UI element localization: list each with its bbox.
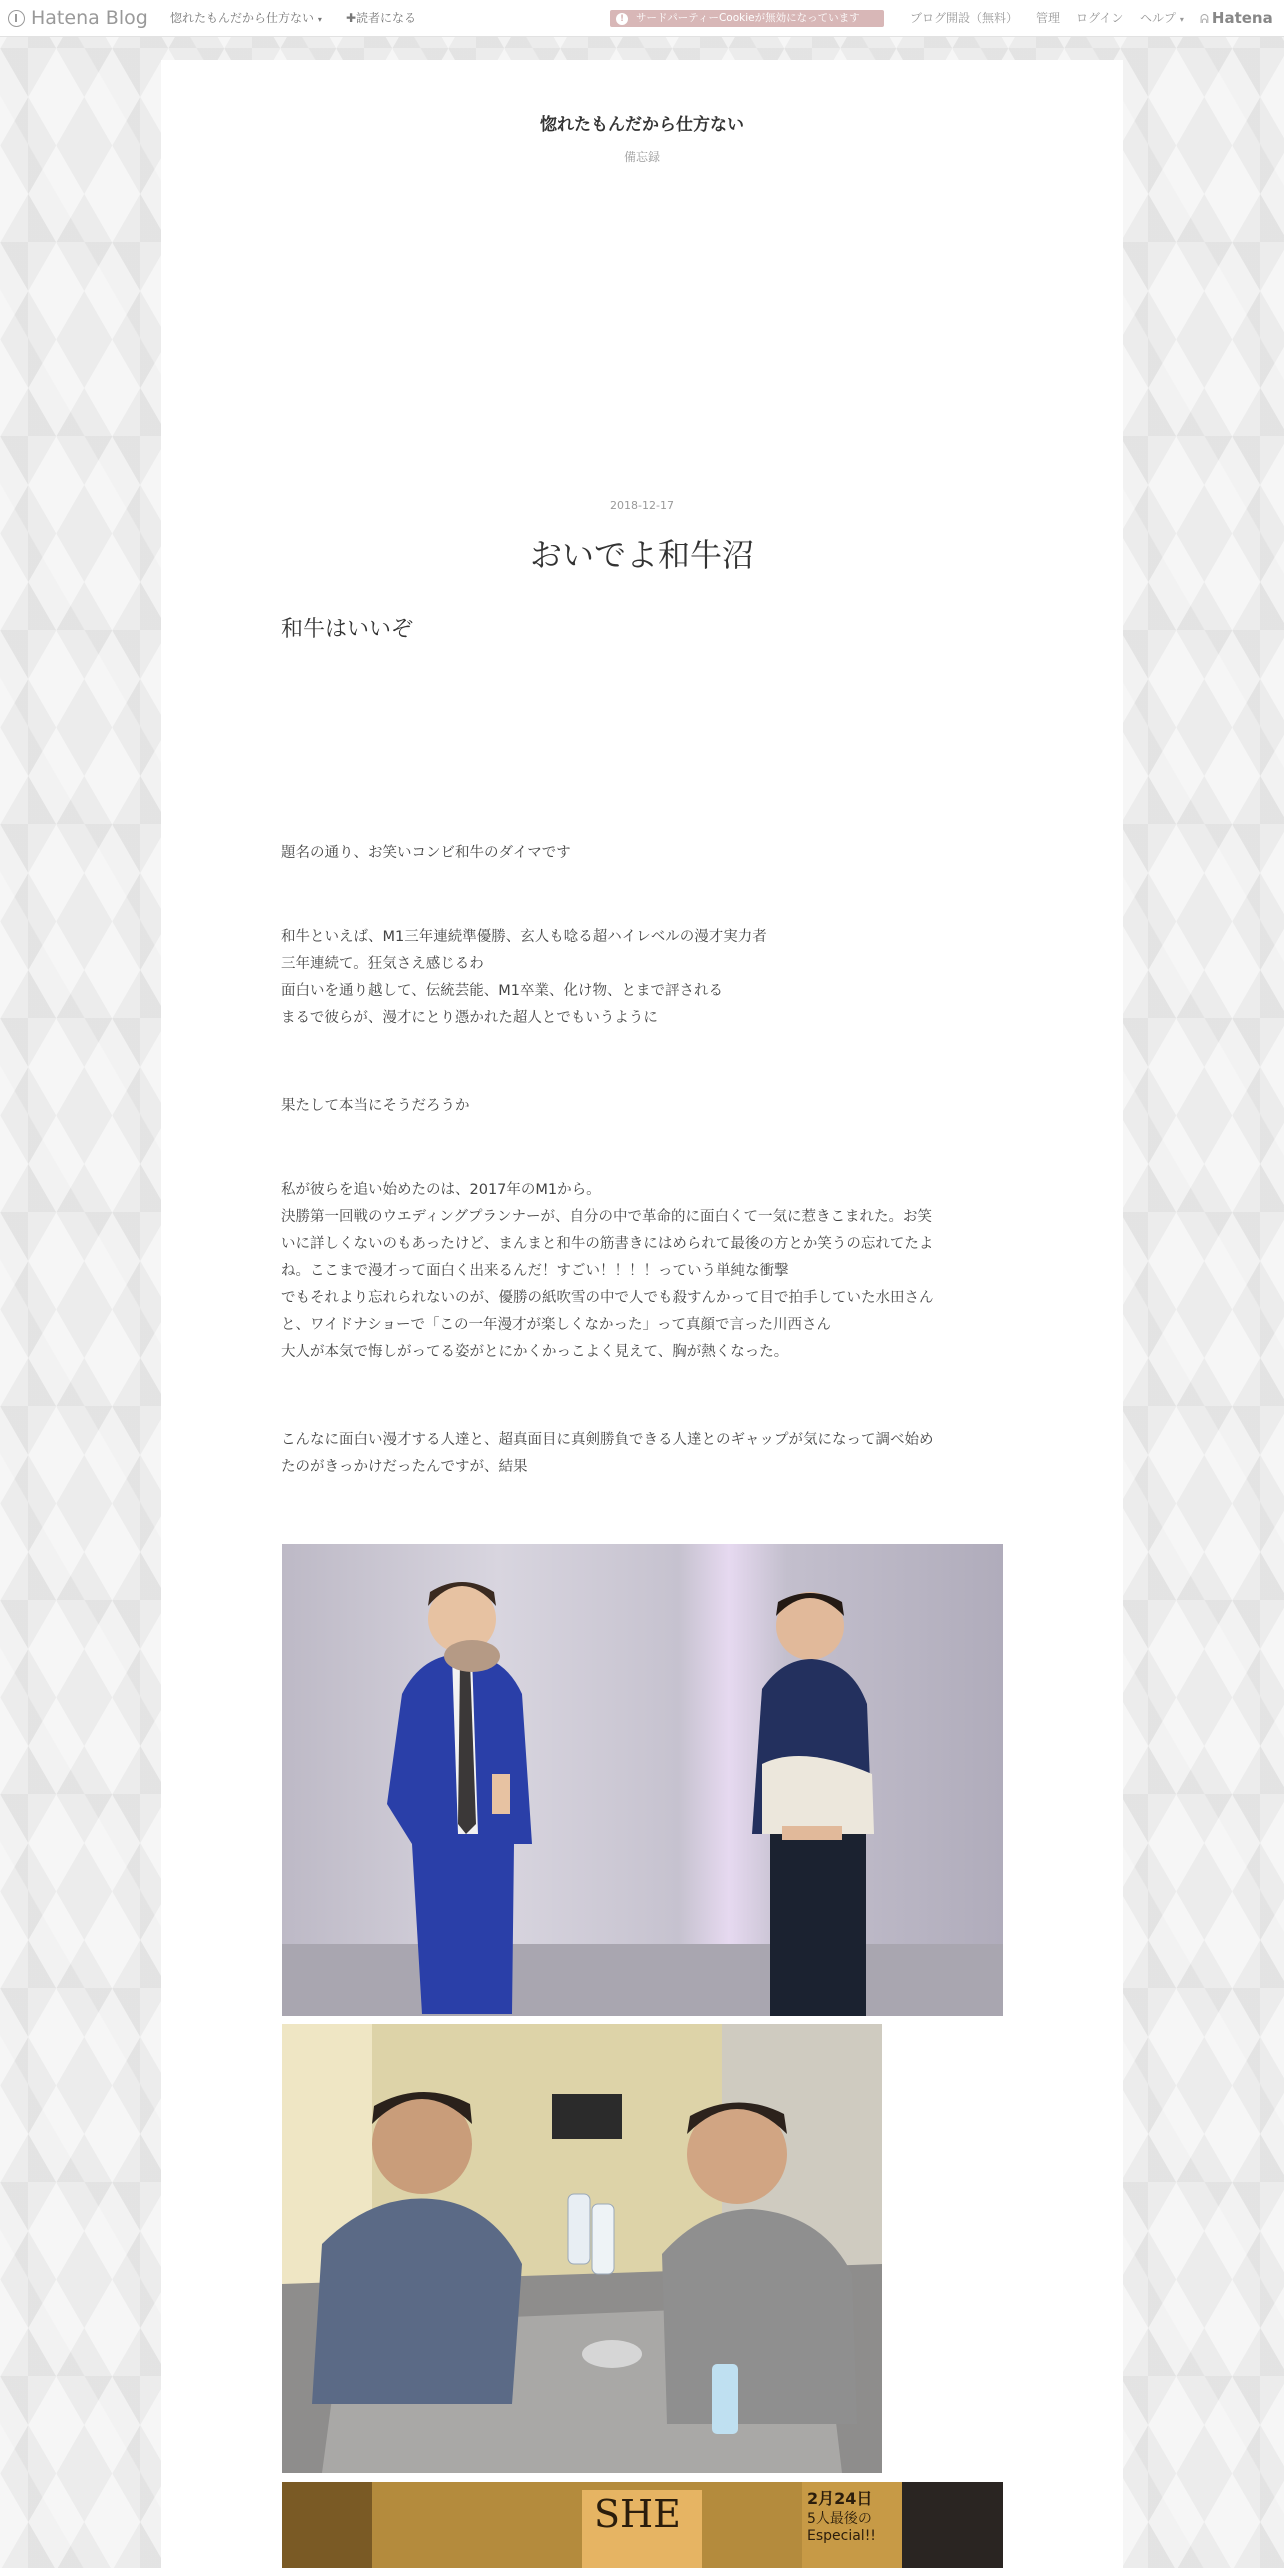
text-line: ね。ここまで漫才って面白く出来るんだ！すごい！！！！っていう単純な衝撃 <box>281 1263 789 1279</box>
cookie-warning-banner[interactable] <box>610 10 884 27</box>
entry-photo-stage[interactable] <box>282 1544 1003 2016</box>
paragraph-3 <box>281 1093 1003 1120</box>
text-line: 決勝第一回戦のウエディングプランナーが、自分の中で革命的に面白くて一気に惹きこまれた。お笑 <box>281 1209 933 1225</box>
caret-down-icon: ▾ <box>317 15 322 24</box>
board-text-especial: Especial!! <box>807 2528 876 2544</box>
login-link[interactable]: ログイン <box>1076 11 1124 25</box>
text-line: 題名の通り、お笑いコンビ和牛のダイマです <box>281 845 571 861</box>
paragraph-4 <box>281 1177 1003 1366</box>
paragraph-5 <box>281 1427 1003 1481</box>
entry-title[interactable]: おいでよ和牛沼 <box>529 536 754 574</box>
board-text-she: SHE <box>594 2492 681 2536</box>
text-line: こんなに面白い漫才する人達と、超真面目に真剣勝負できる人達とのギャップが気になって調べ始め <box>281 1432 934 1448</box>
global-header <box>0 0 1284 37</box>
entry-photo-table[interactable] <box>282 2024 882 2473</box>
text-line: 果たして本当にそうだろうか <box>281 1098 470 1114</box>
hatena-mark-icon: ᕱ <box>1200 12 1209 26</box>
stage-photo-illustration <box>282 1544 1003 2016</box>
text-line: と、ワイドナショーで「この一年漫才が楽しくなかった」って真顔で言った川西さん <box>281 1317 831 1333</box>
text-line: 大人が本気で悔しがってる姿がとにかくかっこよく見えて、胸が熱くなった。 <box>281 1344 789 1360</box>
logo-text: Hatena Blog <box>31 7 148 29</box>
entry-heading: 和牛はいいぞ <box>281 617 414 642</box>
text-line: いに詳しくないのもあったけど、まんまと和牛の筋書きにはめられて最後の方とか笑うの忘れてたよ <box>281 1236 934 1252</box>
paragraph-2 <box>281 924 1003 1032</box>
blog-description: 備忘録 <box>623 150 660 164</box>
text-line: でもそれより忘れられないのが、優勝の紙吹雪の中で人でも殺すんかって目で拍手していた水田さん <box>281 1290 934 1306</box>
hatena-text: Hatena <box>1211 9 1273 27</box>
entry-date[interactable]: 2018-12-17 <box>610 499 674 512</box>
admin-link[interactable]: 管理 <box>1036 11 1061 25</box>
hatena-link[interactable] <box>1200 0 1273 36</box>
blog-title[interactable]: 惚れたもんだから仕方ない <box>540 115 744 135</box>
board-text-date: 2月24日 <box>807 2489 873 2508</box>
hatena-logo-icon <box>8 10 25 27</box>
text-line: たのがきっかけだったんですが、結果 <box>281 1459 528 1475</box>
caret-down-icon: ▾ <box>1179 15 1184 24</box>
board-text-last: 5人最後の <box>807 2511 872 2527</box>
alert-icon: ! <box>616 13 628 25</box>
help-label: ヘルプ <box>1140 11 1177 25</box>
text-line: 和牛といえば、M1三年連続準優勝、玄人も唸る超ハイレベルの漫才実力者 <box>281 929 767 945</box>
help-menu[interactable] <box>1140 0 1184 36</box>
text-line: 面白いを通り越して、伝統芸能、M1卒業、化け物、とまで評される <box>281 983 723 999</box>
text-line: 私が彼らを追い始めたのは、2017年のM1から。 <box>281 1182 601 1198</box>
subscribe-button[interactable]: ✚読者になる <box>346 11 417 25</box>
text-line: 三年連続て。狂気さえ感じるわ <box>281 956 484 972</box>
text-line: まるで彼らが、漫才にとり憑かれた超人とでもいうように <box>281 1010 658 1026</box>
blog-menu-label: 惚れたもんだから仕方ない <box>170 11 315 25</box>
hatena-blog-logo[interactable] <box>8 0 148 36</box>
cookie-warning-text: サードパーティーCookieが無効になっています <box>636 12 860 24</box>
blog-menu[interactable] <box>170 0 322 36</box>
paragraph-1 <box>281 840 1003 867</box>
blog-content-column <box>161 60 1123 2568</box>
open-blog-link[interactable]: ブログ開設（無料） <box>910 11 1019 25</box>
entry-photo-board[interactable] <box>282 2482 1003 2568</box>
table-photo-illustration <box>282 2024 882 2473</box>
